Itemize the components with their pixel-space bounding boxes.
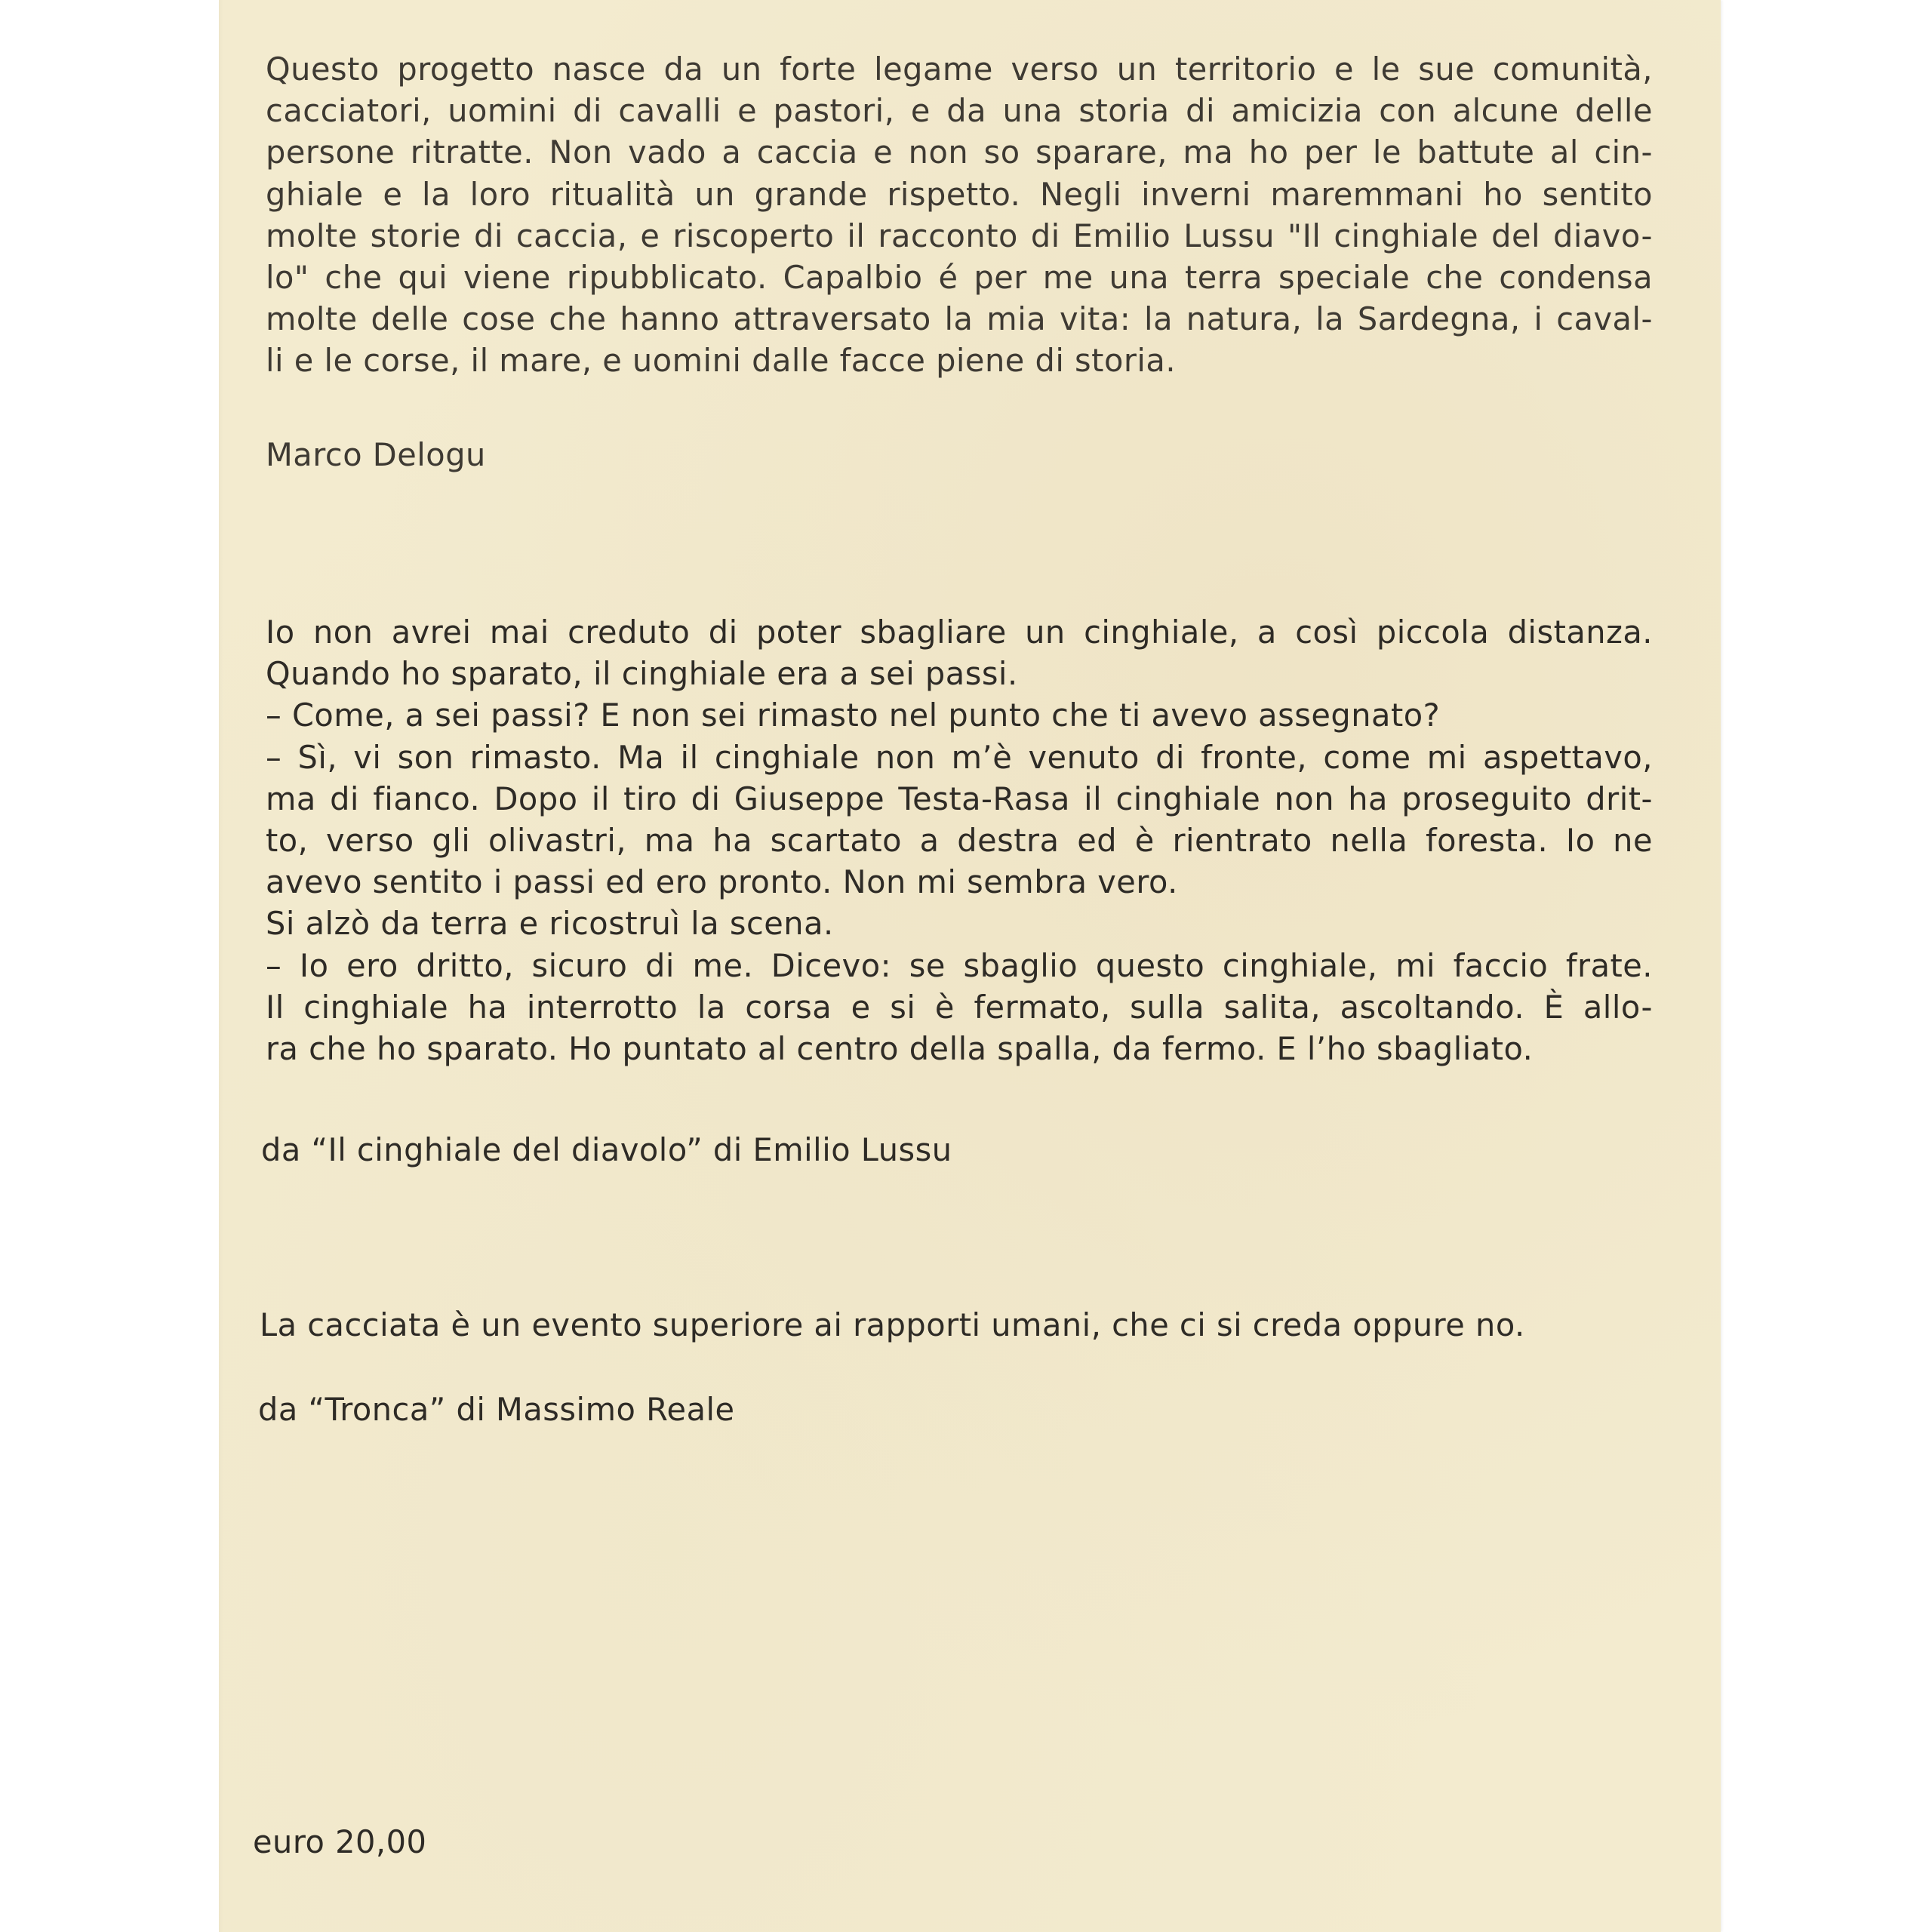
intro-line: lo" che qui viene ripubblicato. Capalbio é per me una terra speciale che condensa (266, 259, 1653, 297)
excerpt-line: Quando ho sparato, il cinghiale era a sei passi. (266, 655, 1018, 693)
excerpt-line: Io non avrei mai creduto di poter sbagliare un cinghiale, a così piccola distanza. (266, 614, 1653, 651)
excerpt-line: Si alzò da terra e ricostruì la scena. (266, 905, 834, 943)
excerpt-line: to, verso gli olivastri, ma ha scartato a destra ed è rientrato nella foresta. Io ne (266, 822, 1653, 860)
intro-line: li e le corse, il mare, e uomini dalle facce piene di storia. (266, 342, 1177, 380)
excerpt-line: – Sì, vi son rimasto. Ma il cinghiale non m’è venuto di fronte, come mi aspettavo, (266, 738, 1653, 776)
excerpt-line: Il cinghiale ha interrotto la corsa e si è fermato, sulla salita, ascoltando. È allo- (266, 988, 1653, 1026)
intro-line: molte storie di caccia, e riscoperto il racconto di Emilio Lussu "Il cinghiale del diavo- (266, 217, 1653, 254)
excerpt-line: – Come, a sei passi? E non sei rimasto nel punto che ti avevo assegnato? (266, 697, 1441, 734)
excerpt-lussu (266, 611, 1653, 1069)
intro-signature: Marco Delogu (266, 436, 486, 473)
excerpt-line: avevo sentito i passi ed ero pronto. Non mi sembra vero. (266, 863, 1178, 901)
price: euro 20,00 (253, 1823, 427, 1860)
excerpt-line: ma di fianco. Dopo il tiro di Giuseppe Testa-Rasa il cinghiale non ha proseguito drit- (266, 780, 1653, 817)
intro-line: molte delle cose che hanno attraversato la mia vita: la natura, la Sardegna, i caval- (266, 300, 1653, 338)
excerpt-reale: La cacciata è un evento superiore ai rapporti umani, che ci si creda oppure no. (260, 1306, 1525, 1343)
excerpt-line: ra che ho sparato. Ho puntato al centro della spalla, da fermo. E l’ho sbagliato. (266, 1030, 1534, 1068)
intro-line: persone ritratte. Non vado a caccia e non so sparare, ma ho per le battute al cin- (266, 134, 1653, 171)
excerpt-line: – Io ero dritto, sicuro di me. Dicevo: se sbaglio questo cinghiale, mi faccio frate. (266, 946, 1653, 984)
intro-paragraph (266, 48, 1653, 382)
intro-line: Questo progetto nasce da un forte legame verso un territorio e le sue comunità, (266, 51, 1653, 88)
intro-line: cacciatori, uomini di cavalli e pastori, e da una storia di amicizia con alcune delle (266, 92, 1653, 130)
excerpt-lussu-source: da “Il cinghiale del diavolo” di Emilio Lussu (261, 1131, 952, 1168)
book-back-cover (219, 0, 1721, 1932)
excerpt-reale-source: da “Tronca” di Massimo Reale (258, 1391, 735, 1428)
intro-line: ghiale e la loro ritualità un grande rispetto. Negli inverni maremmani ho sentito (266, 175, 1653, 213)
